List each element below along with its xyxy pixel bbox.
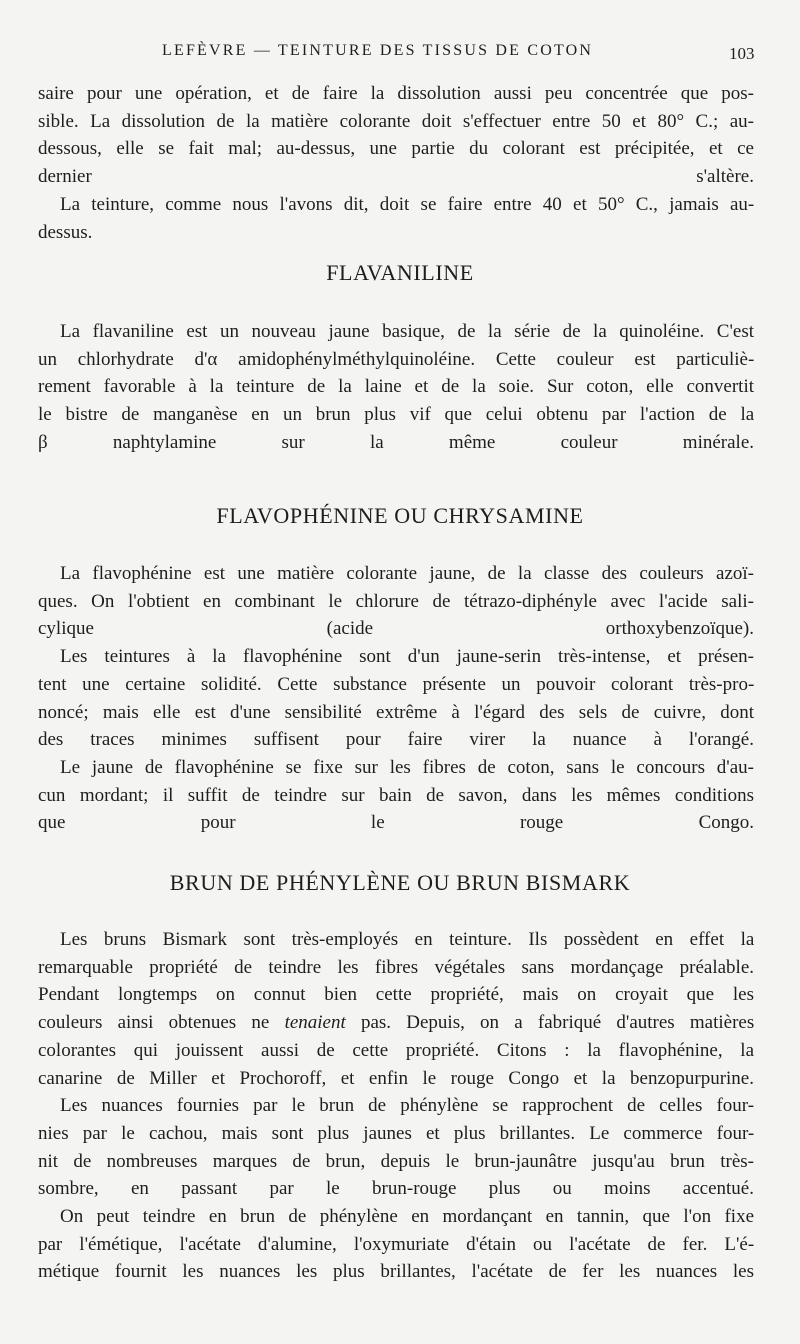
text-line: dessous, elle se fait mal; au-dessus, une partie du colorant est précipitée, et ce xyxy=(38,138,754,160)
text-line: sible. La dissolution de la matière colorante doit s'effectuer entre 50 et 80° C.; au- xyxy=(38,110,754,132)
text-line: cun mordant; il suffit de teindre sur bain de savon, dans les mêmes conditions xyxy=(38,784,754,806)
running-header xyxy=(0,40,800,70)
text-line: La teinture, comme nous l'avons dit, doit se faire entre 40 et 50° C., jamais au- xyxy=(60,193,755,215)
running-title: LEFÈVRE — TEINTURE DES TISSUS DE COTON xyxy=(162,42,594,59)
text-line: cylique (acide orthoxybenzoïque). xyxy=(38,618,754,640)
text-line: nies par le cachou, mais sont plus jaunes et plus brillantes. Le commerce four- xyxy=(38,1122,755,1144)
text-line: remarquable propriété de teindre les fibres végétales sans mordançage préalable. xyxy=(38,956,754,978)
text-line: β naphtylamine sur la même couleur minérale. xyxy=(38,431,754,453)
text-line: par l'émétique, l'acétate d'alumine, l'oxymuriate d'étain ou l'acétate de fer. L'é- xyxy=(38,1233,755,1255)
text-line: saire pour une opération, et de faire la dissolution aussi peu concentrée que pos- xyxy=(38,83,754,104)
text-line: tent une certaine solidité. Cette substance présente un pouvoir colorant très-pro- xyxy=(38,673,755,695)
text-line: Les bruns Bismark sont très-employés en teinture. Ils possèdent en effet la xyxy=(60,929,755,950)
text-line: Pendant longtemps on connut bien cette propriété, mais on croyait que les xyxy=(38,984,754,1006)
text-line: rement favorable à la teinture de la laine et de la soie. Sur coton, elle convertit xyxy=(38,376,754,398)
page-number: 103 xyxy=(729,44,755,63)
section-heading-flavaniline: FLAVANILINE xyxy=(326,260,474,285)
text-line: La flavophénine est une matière colorante jaune, de la classe des couleurs azoï- xyxy=(60,563,754,584)
section-text-flavaniline xyxy=(38,318,754,457)
italic-word: tenaient xyxy=(284,1012,346,1034)
text-line: noncé; mais elle est d'une sensibilité extrême à l'égard des sels de cuivre, dont xyxy=(38,701,754,723)
text-line: Les teintures à la flavophénine sont d'un jaune-serin très-intense, et présen- xyxy=(60,646,754,668)
intro-text xyxy=(38,80,754,246)
text-line: un chlorhydrate d'α amidophénylméthylquinoléine. Cette couleur est particuliè- xyxy=(38,348,755,370)
text-line: ques. On l'obtient en combinant le chlorure de tétrazo-diphényle avec l'acide sali- xyxy=(38,590,754,612)
section-heading-brun-bismark: BRUN DE PHÉNYLÈNE OU BRUN BISMARK xyxy=(169,870,631,895)
text-line: métique fournit les nuances les plus brillantes, l'acétate de fer les nuances les xyxy=(38,1261,754,1283)
text-line-mixed xyxy=(38,1009,754,1037)
text-line: colorantes qui jouissent aussi de cette propriété. Citons : la flavophénine, la xyxy=(38,1039,754,1061)
text-line: que pour le rouge Congo. xyxy=(38,812,754,834)
text-line: canarine de Miller et Prochoroff, et enfin le rouge Congo et la benzopurpurine. xyxy=(38,1067,754,1089)
text-segment: pas. Depuis, on a fabriqué d'autres matières xyxy=(360,1012,755,1034)
text-line: sombre, en passant par le brun-rouge plus ou moins accentué. xyxy=(38,1178,754,1200)
section-text-flavophenine xyxy=(38,560,754,837)
text-line: nit de nombreuses marques de brun, depuis le brun-jaunâtre jusqu'au brun très- xyxy=(38,1150,754,1172)
section-text-brun-bismark xyxy=(38,926,754,1286)
text-line: On peut teindre en brun de phénylène en mordançant en tannin, que l'on fixe xyxy=(60,1206,754,1228)
text-line: La flavaniline est un nouveau jaune basique, de la série de la quinoléine. C'est xyxy=(60,321,754,342)
text-line: dessus. xyxy=(38,221,93,243)
text-line: des traces minimes suffisent pour faire virer la nuance à l'orangé. xyxy=(38,729,754,751)
text-line: Les nuances fournies par le brun de phénylène se rapprochent de celles four- xyxy=(60,1095,755,1117)
text-segment: couleurs ainsi obtenues ne xyxy=(38,1012,270,1034)
text-line: le bistre de manganèse en un brun plus vif que celui obtenu par l'action de la xyxy=(38,404,755,426)
text-line: dernier s'altère. xyxy=(38,166,754,188)
section-heading-flavophenine: FLAVOPHÉNINE OU CHRYSAMINE xyxy=(216,503,584,528)
text-line: Le jaune de flavophénine se fixe sur les fibres de coton, sans le concours d'au- xyxy=(60,756,754,778)
